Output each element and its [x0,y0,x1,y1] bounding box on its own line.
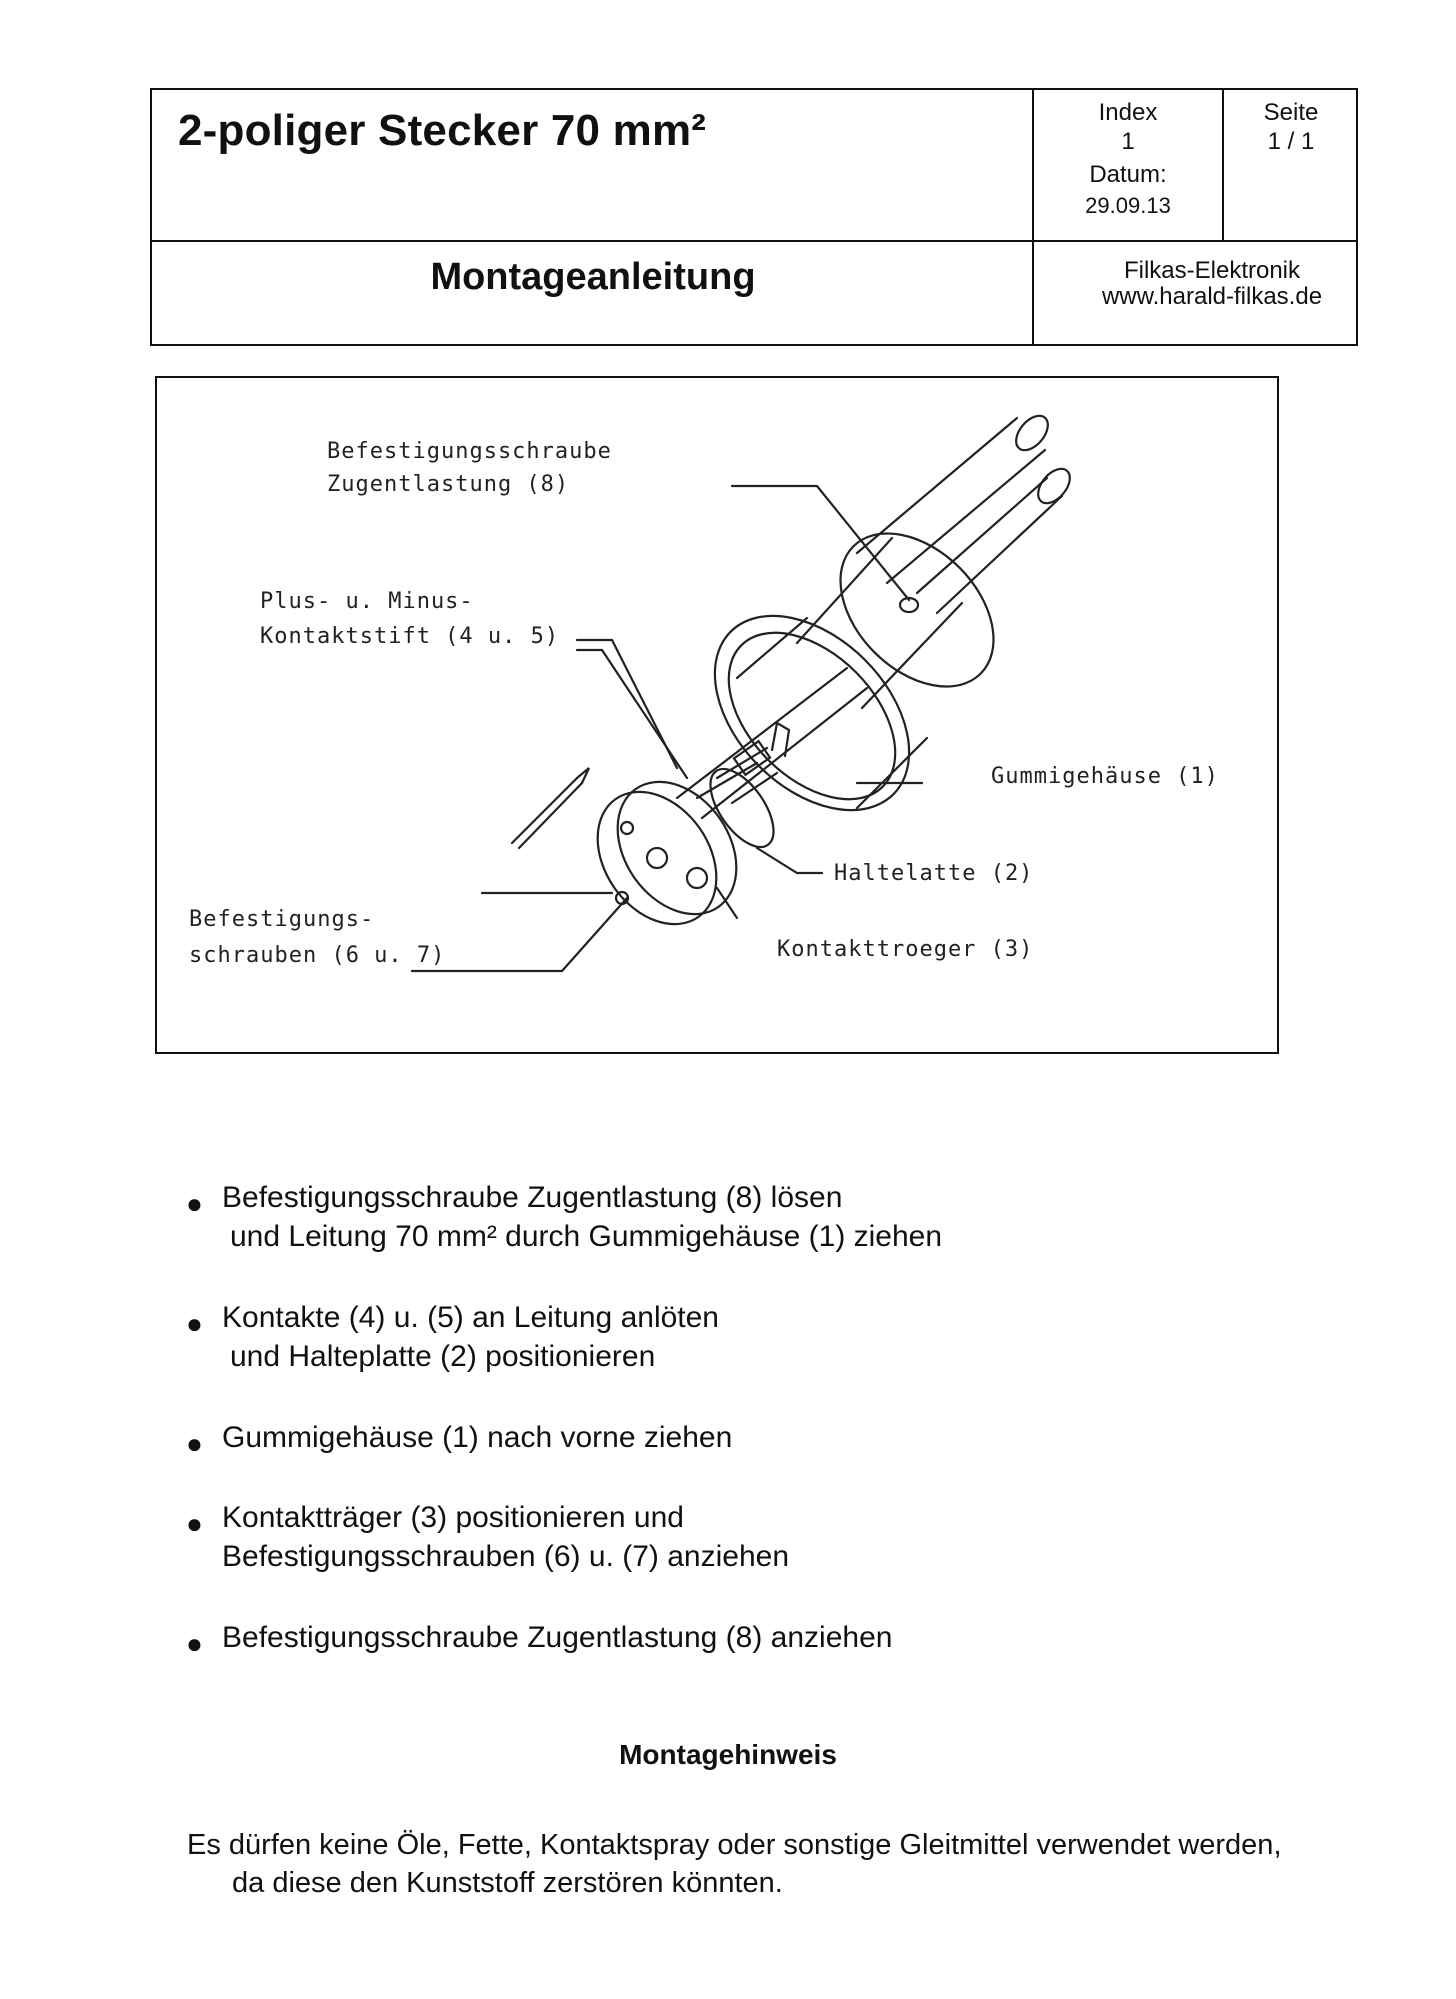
connector-illustration [157,378,1277,1052]
label-housing: Gummigehäuse (1) [991,764,1219,789]
assembly-drawing [155,376,1279,1054]
step-4-line-1: Kontaktträger (3) positionieren und [222,1501,684,1534]
company-name: Filkas-Elektronik [1123,257,1301,284]
note-line-2: da diese den Kunststoff zerstören könnten. [232,1867,783,1899]
label-contact-pin-2: Kontaktstift (4 u. 5) [260,624,560,649]
index-label: Index [1098,99,1158,126]
page-cell [1224,98,1358,156]
step-5-line-1: Befestigungsschraube Zugentlastung (8) anziehen [222,1621,893,1654]
index-cell [1034,98,1222,220]
label-strain-screw-1: Befestigungsschraube [327,439,612,464]
step-1-line-1: Befestigungsschraube Zugentlastung (8) lösen [222,1181,843,1214]
label-contact-carrier: Kontakttroeger (3) [777,937,1034,962]
note-heading: Montagehinweis [619,1739,837,1770]
bullet-icon: ● [186,1428,203,1459]
step-1-line-2: und Leitung 70 mm² durch Gummigehäuse (1) ziehen [230,1220,943,1253]
document-title: 2-poliger Stecker 70 mm² [178,106,707,155]
page-label: Seite [1263,99,1319,126]
label-contact-pin-1: Plus- u. Minus- [260,589,474,614]
bullet-icon: ● [186,1308,203,1339]
company-info [1072,258,1352,310]
page-value: 1 / 1 [1267,128,1315,155]
divider [152,240,1356,242]
label-strain-screw-2: Zugentlastung (8) [327,472,570,497]
bullet-icon: ● [186,1508,203,1539]
step-3-line-1: Gummigehäuse (1) nach vorne ziehen [222,1421,733,1454]
step-4-line-2: Befestigungsschrauben (6) u. (7) anziehen [222,1540,790,1573]
date-value: 29.09.13 [1085,193,1171,218]
note-line-1: Es dürfen keine Öle, Fette, Kontaktspray oder sonstige Gleitmittel verwendet werden, [187,1829,1282,1861]
document-subtitle: Montageanleitung [430,256,756,298]
step-2-line-2: und Halteplatte (2) positionieren [230,1340,656,1373]
index-value: 1 [1121,128,1135,155]
label-fix-screws-2: schrauben (6 u. 7) [189,943,446,968]
company-website: www.harald-filkas.de [1101,283,1323,310]
bullet-icon: ● [186,1628,203,1659]
step-2-line-1: Kontakte (4) u. (5) an Leitung anlöten [222,1301,719,1334]
bullet-icon: ● [186,1188,203,1219]
header-table [150,88,1358,346]
label-fix-screws-1: Befestigungs- [189,907,375,932]
date-label: Datum: [1089,161,1167,188]
label-holding-plate: Haltelatte (2) [834,861,1034,886]
